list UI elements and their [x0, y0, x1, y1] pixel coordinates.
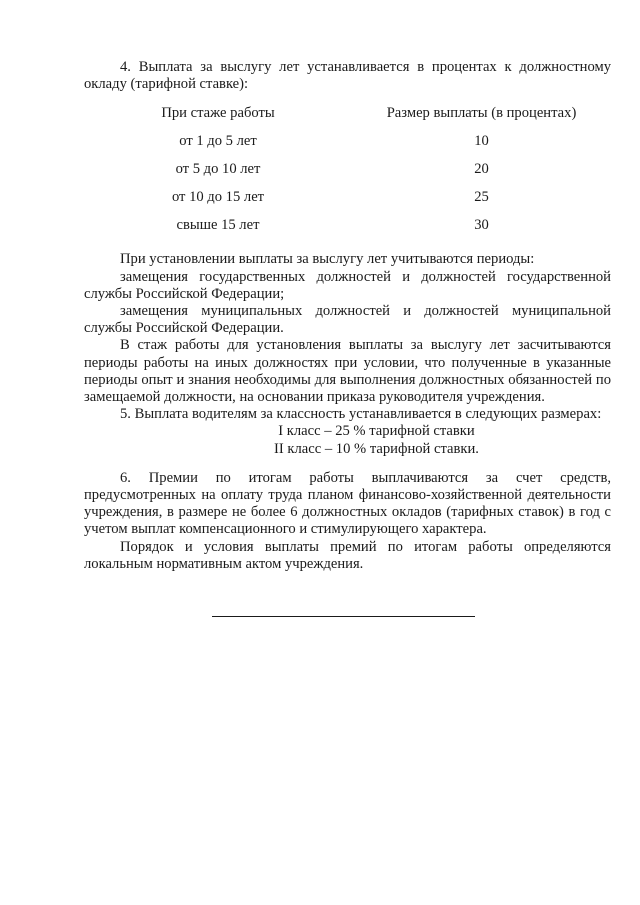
paragraph-4: 4. Выплата за выслугу лет устанавливается в процентах к должностному окладу (тарифной ставке): — [84, 59, 611, 93]
table-header-experience: При стаже работы — [161, 105, 275, 122]
class-2-line: II класс – 10 % тарифной ставки. — [274, 440, 479, 457]
paragraph-5: 5. Выплата водителям за классность устанавливается в следующих размерах: — [120, 406, 602, 423]
seniority-table — [84, 105, 611, 245]
table-row — [84, 217, 611, 245]
table-header-row — [84, 105, 611, 133]
table-cell-percent: 10 — [474, 133, 489, 150]
table-row — [84, 189, 611, 217]
seniority-credit-paragraph: В стаж работы для установления выплаты за выслугу лет засчитываются периоды работы на иных должностях при условии, что полученные в указанные периоды опыт и знания необходимы для выполнения должностных обязанностей по замещаемой должности, на основании приказа руководителя учреждения. — [84, 337, 611, 406]
period-state-service: замещения государственных должностей и должностей государственной службы Российской Федерации; — [84, 268, 611, 302]
table-row — [84, 133, 611, 161]
table-header-payment: Размер выплаты (в процентах) — [386, 105, 577, 122]
period-municipal-service: замещения муниципальных должностей и должностей муниципальной службы Российской Федерации. — [84, 303, 611, 337]
end-separator-line — [212, 616, 475, 617]
periods-intro: При установлении выплаты за выслугу лет учитываются периоды: — [120, 251, 535, 268]
document-page — [84, 59, 611, 573]
table-row — [84, 161, 611, 189]
table-cell-percent: 30 — [474, 217, 489, 234]
bonus-procedure-paragraph: Порядок и условия выплаты премий по итогам работы определяются локальным нормативным актом учреждения. — [84, 538, 611, 572]
paragraph-6: 6. Премии по итогам работы выплачиваются за счет средств, предусмотренных на оплату труда планом финансово-хозяйственной деятельности учреждения, в размере не более 6 должностных окладов (тарифных ставок) в год с учетом выплат компенсационного и стимулирующего характера. — [84, 469, 611, 538]
table-cell-experience: свыше 15 лет — [176, 217, 260, 234]
table-cell-percent: 25 — [474, 189, 489, 206]
table-cell-experience: от 10 до 15 лет — [171, 189, 265, 206]
table-cell-experience: от 1 до 5 лет — [179, 133, 257, 150]
table-cell-percent: 20 — [474, 161, 489, 178]
table-cell-experience: от 5 до 10 лет — [175, 161, 261, 178]
class-1-line: I класс – 25 % тарифной ставки — [278, 423, 475, 440]
